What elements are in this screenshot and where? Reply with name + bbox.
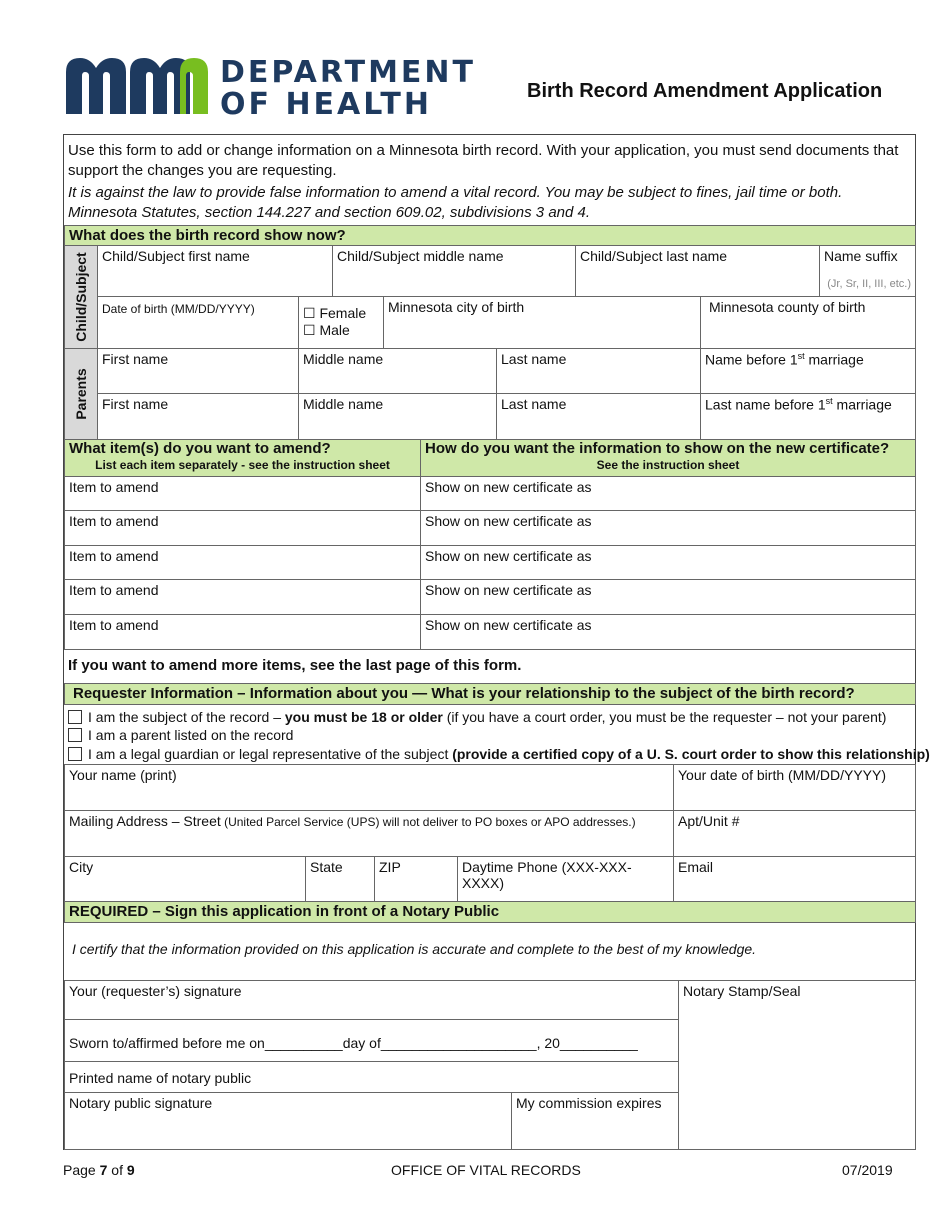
- mn-logo-icon: [66, 54, 241, 120]
- legal-warning: It is against the law to provide false information to amend a vital record. You may be subject to fines, jail time or both. Minnesota Statutes, section 144.227 and section 609.02, subdivisions 3 and 4.: [68, 184, 843, 221]
- item-to-amend-field-3[interactable]: Item to amend: [64, 545, 421, 580]
- requester-heading: Requester Information – Information about you — What is your relationship to the subject of the birth record?: [64, 683, 916, 705]
- notary-signature-field[interactable]: Notary public signature: [64, 1092, 512, 1150]
- birth-county-field[interactable]: Minnesota county of birth: [700, 296, 916, 349]
- guardian-checkbox[interactable]: [68, 747, 82, 761]
- child-subject-side-label: Child/Subject: [64, 245, 98, 349]
- parent2-first-name-field[interactable]: First name: [97, 393, 299, 440]
- relationship-option-parent[interactable]: I am a parent listed on the record: [68, 727, 293, 743]
- show-on-certificate-field-3[interactable]: Show on new certificate as: [420, 545, 916, 580]
- amend-items-heading: What item(s) do you want to amend? List each item separately - see the instruction sheet: [64, 439, 421, 477]
- notary-printed-name-field[interactable]: Printed name of notary public: [64, 1061, 679, 1093]
- email-field[interactable]: Email: [673, 856, 916, 902]
- more-items-note: If you want to amend more items, see the last page of this form.: [68, 657, 522, 674]
- relationship-option-guardian[interactable]: I am a legal guardian or legal representative of the subject (provide a certified copy of a U. S. court order to show this relationship): [68, 746, 930, 762]
- sworn-date-field[interactable]: Sworn to/affirmed before me on__________day of____________________, 20__________: [64, 1019, 679, 1062]
- mailing-street-field[interactable]: Mailing Address – Street (United Parcel Service (UPS) will not deliver to PO boxes or APO addresses.): [64, 810, 674, 857]
- parent1-first-name-field[interactable]: First name: [97, 348, 299, 394]
- show-on-certificate-field-4[interactable]: Show on new certificate as: [420, 579, 916, 615]
- form-title: Birth Record Amendment Application: [527, 80, 883, 102]
- new-certificate-heading: How do you want the information to show on the new certificate? See the instruction sheet: [420, 439, 916, 477]
- notary-stamp-area: Notary Stamp/Seal: [678, 980, 916, 1150]
- zip-field[interactable]: ZIP: [374, 856, 458, 902]
- state-field[interactable]: State: [305, 856, 375, 902]
- logo-text-line1: DEPARTMENT: [220, 55, 476, 90]
- requester-signature-field[interactable]: Your (requester’s) signature: [64, 980, 679, 1020]
- amend-items-subheading: List each item separately - see the instruction sheet: [95, 458, 390, 472]
- birth-city-field[interactable]: Minnesota city of birth: [383, 296, 701, 349]
- daytime-phone-field[interactable]: Daytime Phone (XXX-XXX-XXXX): [457, 856, 674, 902]
- intro-paragraph: Use this form to add or change information on a Minnesota birth record. With your application, you must send documents that support the changes you are requesting.: [68, 142, 899, 179]
- requester-dob-field[interactable]: Your date of birth (MM/DD/YYYY): [673, 764, 916, 811]
- apt-unit-field[interactable]: Apt/Unit #: [673, 810, 916, 857]
- parent1-name-before-marriage-field[interactable]: Name before 1st marriage: [700, 348, 916, 394]
- parent2-last-name-field[interactable]: Last name: [496, 393, 701, 440]
- child-first-name-field[interactable]: Child/Subject first name: [97, 245, 333, 297]
- mdh-logo: [66, 54, 476, 122]
- requester-name-field[interactable]: Your name (print): [64, 764, 674, 811]
- item-to-amend-field-4[interactable]: Item to amend: [64, 579, 421, 615]
- form-revision-date: 07/2019: [842, 1162, 893, 1178]
- office-name: OFFICE OF VITAL RECORDS: [391, 1162, 581, 1178]
- logo-text-line2: OF HEALTH: [220, 87, 432, 122]
- item-to-amend-field-1[interactable]: Item to amend: [64, 476, 421, 511]
- show-on-certificate-field-5[interactable]: Show on new certificate as: [420, 614, 916, 650]
- female-checkbox[interactable]: ☐ Female: [303, 305, 367, 321]
- certification-statement: I certify that the information provided on this application is accurate and complete to the best of my knowledge.: [72, 941, 757, 957]
- item-to-amend-field-5[interactable]: Item to amend: [64, 614, 421, 650]
- sex-field: [298, 296, 384, 349]
- section-current-record-heading: What does the birth record show now?: [64, 225, 916, 246]
- new-certificate-subheading: See the instruction sheet: [596, 458, 740, 472]
- relationship-option-subject[interactable]: I am the subject of the record – you must be 18 or older (if you have a court order, you must be the requester – not your parent): [68, 709, 886, 725]
- name-suffix-field[interactable]: Name suffix (Jr, Sr, II, III, etc.): [819, 245, 916, 297]
- page-number: Page 7 of 9: [63, 1162, 135, 1178]
- suffix-hint: (Jr, Sr, II, III, etc.): [827, 278, 911, 290]
- parent-checkbox[interactable]: [68, 728, 82, 742]
- child-last-name-field[interactable]: Child/Subject last name: [575, 245, 820, 297]
- child-dob-field[interactable]: Date of birth (MM/DD/YYYY): [97, 296, 299, 349]
- commission-expires-field[interactable]: My commission expires: [511, 1092, 679, 1150]
- form-container: [63, 134, 930, 1150]
- notary-heading: REQUIRED – Sign this application in front of a Notary Public: [64, 901, 916, 923]
- child-middle-name-field[interactable]: Child/Subject middle name: [332, 245, 576, 297]
- parents-side-label: Parents: [64, 348, 98, 440]
- show-on-certificate-field-1[interactable]: Show on new certificate as: [420, 476, 916, 511]
- parent2-middle-name-field[interactable]: Middle name: [298, 393, 497, 440]
- subject-checkbox[interactable]: [68, 710, 82, 724]
- parent2-last-name-before-marriage-field[interactable]: Last name before 1st marriage: [700, 393, 916, 440]
- city-field[interactable]: City: [64, 856, 306, 902]
- parent1-last-name-field[interactable]: Last name: [496, 348, 701, 394]
- item-to-amend-field-2[interactable]: Item to amend: [64, 510, 421, 546]
- show-on-certificate-field-2[interactable]: Show on new certificate as: [420, 510, 916, 546]
- parent1-middle-name-field[interactable]: Middle name: [298, 348, 497, 394]
- male-checkbox[interactable]: ☐ Male: [303, 322, 350, 338]
